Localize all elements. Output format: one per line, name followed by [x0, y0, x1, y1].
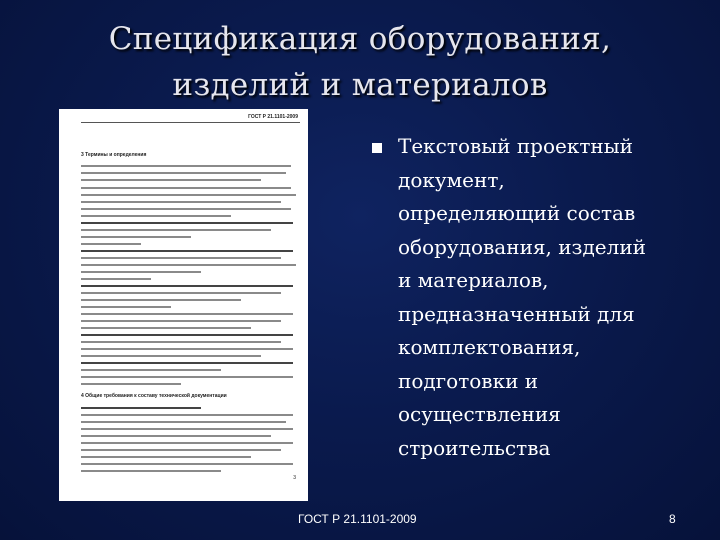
document-section-heading-4: 4 Общие требования к составу технической документации [81, 393, 227, 399]
document-text-line [81, 470, 221, 472]
slide-page-number: 8 [669, 512, 676, 526]
document-header: ГОСТ Р 21.1101-2009 [248, 114, 298, 120]
footer-document-reference: ГОСТ Р 21.1101-2009 [298, 512, 417, 526]
bullet-line: осуществления [398, 402, 561, 426]
document-text-line [81, 208, 291, 210]
document-text-line [81, 407, 201, 409]
document-page-image [59, 109, 308, 501]
document-text-line [81, 355, 261, 357]
bullet-line: предназначенный для [398, 301, 635, 326]
document-text-line [81, 215, 231, 217]
document-text-line [81, 299, 241, 301]
document-text-line [81, 421, 286, 423]
document-text-line [81, 334, 293, 336]
document-text-line [81, 442, 293, 444]
bullet-line: определяющий состав [398, 201, 636, 225]
document-text-line [81, 172, 286, 174]
slide-title-line-1: Спецификация оборудования, [108, 21, 612, 57]
bullet-line: документ, [398, 167, 505, 192]
document-text-line [81, 201, 281, 203]
bullet-text [398, 130, 708, 465]
document-text-line [81, 435, 271, 437]
document-text-line [81, 369, 221, 371]
document-page-number: 3 [293, 475, 296, 481]
slide-title-line-2: изделий и материалов [172, 67, 548, 103]
bullet-line: строительства [398, 435, 551, 460]
bullet-line: Текстовый проектный [398, 134, 633, 158]
bullet-square-icon [372, 143, 382, 153]
document-text-line [81, 327, 251, 329]
document-text-line [81, 165, 291, 167]
bullet-line: и материалов, [398, 268, 549, 292]
document-text-line [81, 222, 293, 224]
bullet-line: подготовки и [398, 368, 539, 393]
document-text-line [81, 414, 293, 416]
document-text-line [81, 278, 151, 280]
document-text-line [81, 376, 293, 378]
document-text-line [81, 449, 281, 451]
document-text-line [81, 187, 291, 189]
document-header-rule [81, 122, 300, 123]
document-text-line [81, 456, 251, 458]
document-text-line [81, 257, 281, 259]
document-text-line [81, 271, 201, 273]
document-text-line [81, 292, 281, 294]
document-text-line [81, 194, 296, 196]
document-text-line [81, 236, 191, 238]
document-text-line [81, 179, 261, 181]
document-text-line [81, 285, 293, 287]
document-text-line [81, 250, 293, 252]
bullet-line: оборудования, изделий [398, 234, 646, 259]
document-text-line [81, 428, 293, 430]
document-text-line [81, 264, 296, 266]
document-text-line [81, 463, 293, 465]
document-text-line [81, 229, 271, 231]
document-text-line [81, 348, 293, 350]
document-text-line [81, 341, 281, 343]
bullet-line: комплектования, [398, 335, 581, 359]
document-text-line [81, 362, 293, 364]
document-section-heading-3: 3 Термины и определения [81, 152, 147, 158]
document-text-line [81, 306, 171, 308]
document-text-line [81, 243, 141, 245]
document-text-line [81, 383, 181, 385]
document-text-line [81, 313, 293, 315]
document-text-line [81, 320, 281, 322]
slide-title [20, 16, 700, 108]
